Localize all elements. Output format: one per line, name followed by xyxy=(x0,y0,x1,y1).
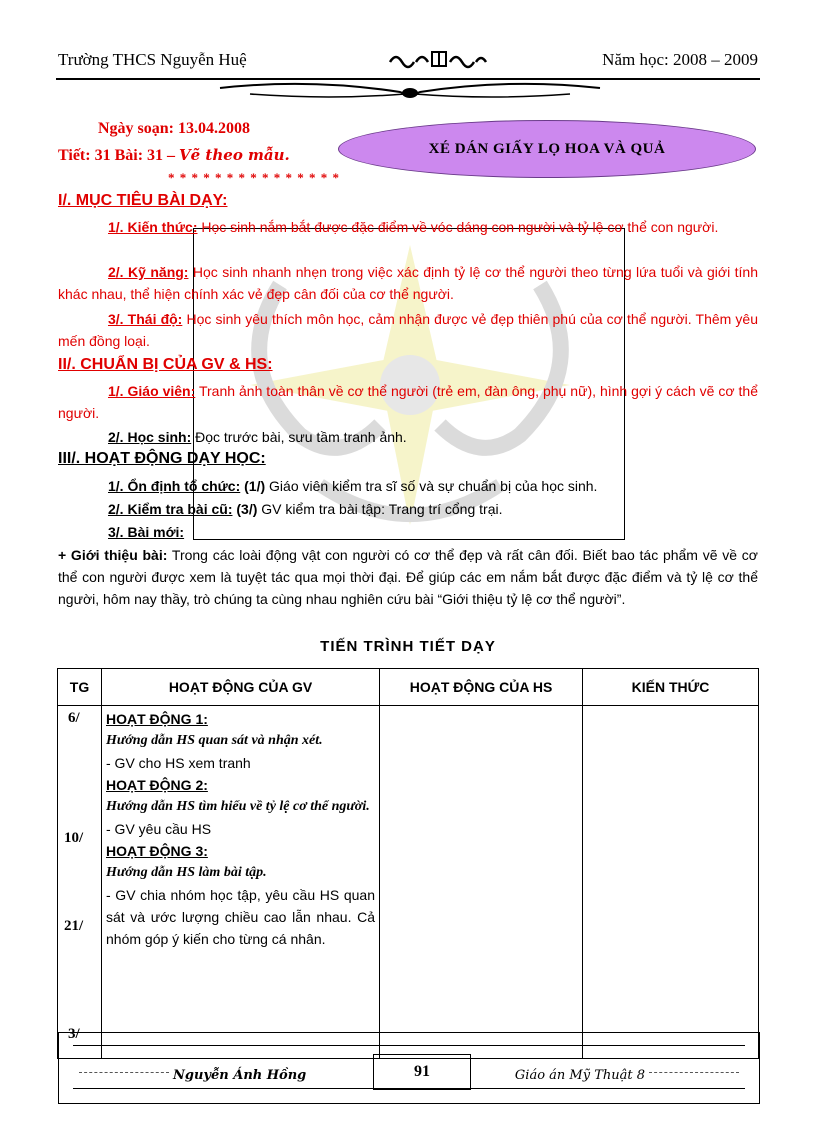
activity-3-desc: Hướng dẫn HS làm bài tập. xyxy=(106,865,267,880)
col-knowledge: KIẾN THỨC xyxy=(583,669,759,706)
lesson-intro: + Giới thiệu bài: Trong các loài động vật con người có cơ thể đẹp và rất cân đối. Biết bao tác phẩm vẽ về cơ thể con người được xem là tuyệt tác qua mọi thời đại. Để giúp các em nắm bắt được đặc điểm và tỷ lệ cơ thể người, hôm nay thầy, trò chúng ta cùng nhau nghiên cứu bài “Giới thiệu tỷ lệ cơ thể người”. xyxy=(58,547,758,607)
header-emblem xyxy=(388,50,488,75)
footer-ornament-left xyxy=(79,1072,169,1073)
activity-2-desc: Hướng dẫn HS tìm hiểu về tỷ lệ cơ thể người. xyxy=(106,799,370,814)
section-1-title: I/. MỤC TIÊU BÀI DẠY: xyxy=(58,192,228,209)
table-row xyxy=(58,706,759,1059)
emblem-icon xyxy=(388,50,488,70)
objective-knowledge: 1/. Kiến thức: Học sinh nắm bắt được đặc điểm về vóc dáng con người và tỷ lệ cơ thể con người. xyxy=(108,219,719,235)
footer xyxy=(58,1032,760,1104)
time-1: 6/ xyxy=(68,710,80,726)
col-time: TG xyxy=(58,669,102,706)
page-number: 91 xyxy=(373,1054,471,1090)
step-stabilize: 1/. Ổn định tổ chức: (1/) Giáo viên kiểm tra sĩ số và sự chuẩn bị của học sinh. xyxy=(108,478,598,494)
activity-2-title: HOẠT ĐỘNG 2: xyxy=(106,777,208,793)
col-teacher: HOẠT ĐỘNG CỦA GV xyxy=(102,669,380,706)
col-student: HOẠT ĐỘNG CỦA HS xyxy=(380,669,583,706)
prep-date: Ngày soạn: 13.04.2008 xyxy=(98,120,251,137)
prep-teacher: 1/. Giáo viên: Tranh ảnh toàn thân về cơ thể người (trẻ em, đàn ông, phụ nữ), hình gợi ý cách vẽ cơ thể người. xyxy=(58,383,759,421)
activity-1-desc: Hướng dẫn HS quan sát và nhận xét. xyxy=(106,733,323,748)
section-2-title: II/. CHUẨN BỊ CỦA GV & HS: xyxy=(58,356,273,373)
activity-1-title: HOẠT ĐỘNG 1: xyxy=(106,711,208,727)
time-4: 3/ xyxy=(68,1026,80,1042)
objective-skill: 2/. Kỹ năng: Học sinh nhanh nhẹn trong việc xác định tỷ lệ cơ thể người theo từng lứa tuổi và giới tính khác nhau, thể hiện chính xác vẻ đẹp cân đối của cơ thể người. xyxy=(58,264,758,302)
lesson-title: XÉ DÁN GIẤY LỌ HOA VÀ QUẢ xyxy=(428,140,666,157)
activity-1-step: - GV cho HS xem tranh xyxy=(106,755,251,771)
footer-band xyxy=(73,1045,745,1089)
activity-2-step: - GV yêu cầu HS xyxy=(106,821,212,837)
footer-author: Nguyễn Ánh Hồng xyxy=(173,1068,307,1083)
knowledge-cell xyxy=(583,706,759,1059)
time-3: 21/ xyxy=(64,918,84,934)
step-new-lesson: 3/. Bài mới: xyxy=(108,524,185,540)
lesson-line xyxy=(58,146,290,165)
star-divider: * * * * * * * * * * * * * * * xyxy=(168,170,340,185)
time-2: 10/ xyxy=(64,830,84,846)
section-3-title: III/. HOẠT ĐỘNG DẠY HỌC: xyxy=(58,450,266,467)
activity-3-title: HOẠT ĐỘNG 3: xyxy=(106,843,208,859)
time-cell xyxy=(58,706,102,1059)
prep-student: 2/. Học sinh: Đọc trước bài, sưu tầm tranh ảnh. xyxy=(108,429,407,445)
teacher-activities xyxy=(102,706,380,1059)
activity-3-step: - GV chia nhóm học tập, yêu cầu HS quan sát và ước lượng chiều cao lẫn nhau. Cả nhóm góp ý kiến cho từng cá nhân. xyxy=(106,887,375,947)
school-name: Trường THCS Nguyễn Huệ xyxy=(58,50,247,69)
ornament-divider xyxy=(210,80,610,109)
lesson-type: Vẽ theo mẫu. xyxy=(179,146,290,164)
objective-attitude: 3/. Thái độ: Học sinh yêu thích môn học, cảm nhận được vẻ đẹp thiên phú của cơ thể người. Thêm yêu mến đồng loại. xyxy=(58,311,758,349)
school-year: Năm học: 2008 – 2009 xyxy=(602,50,758,69)
lesson-number: Tiết: 31 Bài: 31 – xyxy=(58,147,180,164)
table-header-row xyxy=(58,669,759,706)
step-check-old: 2/. Kiểm tra bài cũ: (3/) GV kiểm tra bài tập: Trang trí cổng trại. xyxy=(108,501,503,517)
lesson-title-banner xyxy=(338,120,756,178)
footer-subject: Giáo án Mỹ Thuật 8 xyxy=(514,1068,645,1083)
student-activities xyxy=(380,706,583,1059)
activity-table xyxy=(57,668,759,1059)
plan-title: TIẾN TRÌNH TIẾT DẠY xyxy=(320,638,496,655)
footer-ornament-right xyxy=(649,1072,739,1073)
